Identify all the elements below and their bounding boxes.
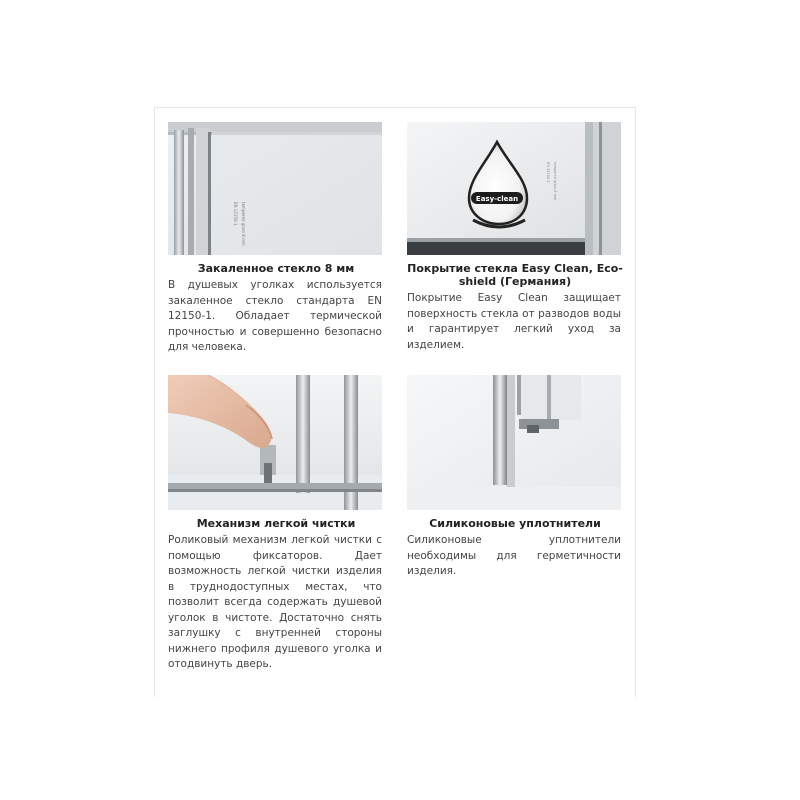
cleaning-mechanism-photo [168, 375, 382, 510]
feature-title: Механизм легкой чистки [196, 517, 356, 530]
feature-title: Покрытие стекла Easy Clean, Eco-shield (Германия) [407, 262, 623, 288]
feature-description: В душевых уголках используется закаленное стекло стандарта EN 12150-1. Обладает термической прочностью и совершенно безопасно для человека. [168, 279, 382, 353]
silicone-seals-photo [407, 375, 621, 510]
svg-text:EN 12150-1: EN 12150-1 [546, 162, 550, 183]
feature-card-silicone-seals [407, 375, 623, 580]
easy-clean-photo [407, 122, 621, 255]
feature-card-tempered-glass [168, 122, 384, 356]
easy-clean-logo-text: Easy-clean [475, 195, 519, 203]
svg-text:tempered glass 8 mm: tempered glass 8 mm [553, 162, 557, 201]
svg-text:tempered glass 8 mm: tempered glass 8 mm [241, 202, 246, 246]
feature-description: Покрытие Easy Clean защищает поверхность стекла от разводов воды и гарантирует легкий уход за изделием. [407, 292, 621, 351]
feature-card-cleaning-mechanism [168, 375, 384, 673]
feature-description: Роликовый механизм легкой чистки с помощью фиксаторов. Дает возможность легкой чистки изделия в труднодоступных местах, что позволит всегда содержать душевой уголок в чистоте. Достаточно снять заглушку с внутренней стороны нижнего профиля душевого уголка и отодвинуть дверь. [168, 534, 382, 670]
feature-card-easy-clean [407, 122, 623, 353]
feature-description: Силиконовые уплотнители необходимы для герметичности изделия. [407, 534, 621, 577]
tempered-glass-photo [168, 122, 382, 255]
svg-text:EN 12150-1: EN 12150-1 [233, 202, 238, 226]
feature-title: Силиконовые уплотнители [429, 517, 601, 530]
feature-title: Закаленное стекло 8 мм [197, 262, 355, 275]
